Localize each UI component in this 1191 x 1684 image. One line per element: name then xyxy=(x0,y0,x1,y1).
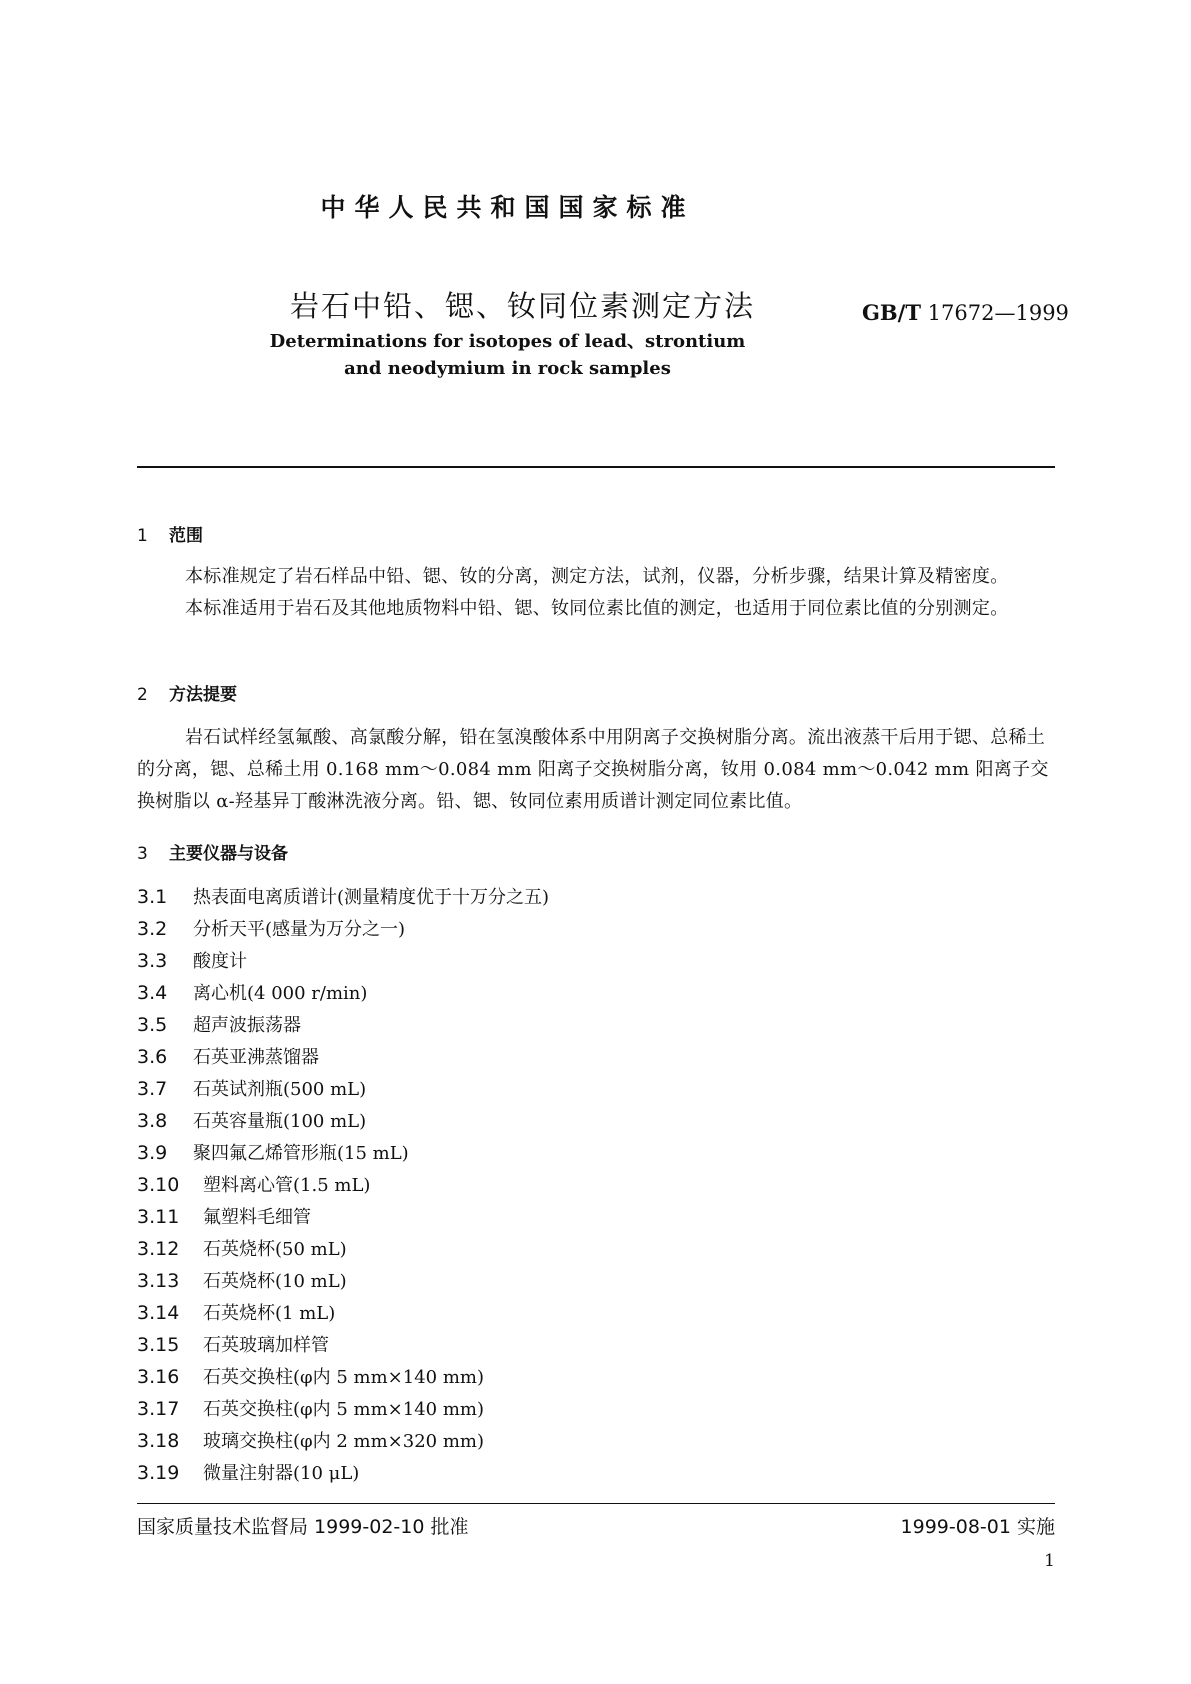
list-item xyxy=(137,1073,1055,1105)
effective-date: 1999-08-01 实施 xyxy=(900,1516,1055,1538)
list-item-text: 玻璃交换柱(φ内 2 mm×320 mm) xyxy=(203,1431,484,1452)
list-item-number: 3.11 xyxy=(137,1206,180,1228)
list-item-text: 塑料离心管(1.5 mL) xyxy=(203,1175,371,1196)
list-item xyxy=(137,1393,1055,1425)
list-item xyxy=(137,1009,1055,1041)
list-item xyxy=(137,881,1055,913)
list-item-number: 3.12 xyxy=(137,1238,180,1260)
standard-code-number: 17672—1999 xyxy=(927,301,1069,325)
standard-code xyxy=(862,300,1069,325)
section-1-paragraph-1 xyxy=(137,561,1055,593)
list-item xyxy=(137,1361,1055,1393)
list-item-text: 石英烧杯(50 mL) xyxy=(203,1239,347,1260)
list-item-number: 3.15 xyxy=(137,1334,180,1356)
list-item-number: 3.9 xyxy=(137,1142,168,1164)
list-item-text: 超声波振荡器 xyxy=(193,1015,301,1036)
list-item-number: 3.2 xyxy=(137,918,168,940)
section-1-heading xyxy=(137,521,203,546)
list-item xyxy=(137,1169,1055,1201)
list-item xyxy=(137,1457,1055,1489)
list-item xyxy=(137,1233,1055,1265)
section-2-p1-text: 岩石试样经氢氟酸、高氯酸分解，铅在氢溴酸体系中用阴离子交换树脂分离。流出液蒸干后用于锶、总稀土的分离，锶、总稀土用 0.168 mm～0.084 mm 阳离子交换树脂分离，钕用 0.084 mm～0.042 mm 阳离子交换树脂以 α-羟基异丁酸淋洗液分离。铅、锶、钕同位素用质谱计测定同位素比值。 xyxy=(137,727,1049,812)
list-item-text: 离心机(4 000 r/min) xyxy=(193,983,368,1004)
list-item xyxy=(137,1329,1055,1361)
list-item-number: 3.10 xyxy=(137,1174,180,1196)
list-item-text: 石英亚沸蒸馏器 xyxy=(193,1047,319,1068)
list-item-text: 分析天平(感量为万分之一) xyxy=(193,919,406,940)
list-item-number: 3.3 xyxy=(137,950,168,972)
approval-date: 国家质量技术监督局 1999-02-10 批准 xyxy=(137,1516,469,1538)
list-item-number: 3.16 xyxy=(137,1366,180,1388)
list-item xyxy=(137,1137,1055,1169)
list-item-number: 3.1 xyxy=(137,886,168,908)
footer-divider xyxy=(137,1503,1055,1504)
list-item-number: 3.5 xyxy=(137,1014,168,1036)
section-3-number: 3 xyxy=(137,844,148,864)
list-item xyxy=(137,1105,1055,1137)
page-number: 1 xyxy=(1044,1551,1055,1571)
section-2-number: 2 xyxy=(137,685,148,705)
equipment-list xyxy=(137,881,1055,1489)
list-item xyxy=(137,913,1055,945)
list-item xyxy=(137,977,1055,1009)
list-item-number: 3.14 xyxy=(137,1302,180,1324)
section-1-p1-text: 本标准规定了岩石样品中铅、锶、钕的分离，测定方法，试剂，仪器，分析步骤，结果计算及精密度。 xyxy=(185,566,1009,587)
section-1-paragraph-2 xyxy=(137,593,1055,625)
list-item-number: 3.13 xyxy=(137,1270,180,1292)
list-item-text: 氟塑料毛细管 xyxy=(203,1207,311,1228)
list-item xyxy=(137,1041,1055,1073)
section-2-title: 方法提要 xyxy=(169,685,237,705)
document-title-en-line2: and neodymium in rock samples xyxy=(344,358,671,379)
list-item-text: 聚四氟乙烯管形瓶(15 mL) xyxy=(193,1143,409,1164)
list-item-number: 3.18 xyxy=(137,1430,180,1452)
list-item-text: 石英交换柱(φ内 5 mm×140 mm) xyxy=(203,1399,484,1420)
header-divider xyxy=(137,466,1055,468)
list-item-text: 石英烧杯(1 mL) xyxy=(203,1303,336,1324)
list-item-number: 3.17 xyxy=(137,1398,180,1420)
list-item-text: 石英烧杯(10 mL) xyxy=(203,1271,347,1292)
section-1-p2-text: 本标准适用于岩石及其他地质物料中铅、锶、钕同位素比值的测定，也适用于同位素比值的分别测定。 xyxy=(185,598,1009,619)
list-item-number: 3.6 xyxy=(137,1046,168,1068)
list-item-number: 3.8 xyxy=(137,1110,168,1132)
list-item-number: 3.4 xyxy=(137,982,168,1004)
list-item xyxy=(137,1265,1055,1297)
list-item xyxy=(137,945,1055,977)
list-item-text: 石英容量瓶(100 mL) xyxy=(193,1111,367,1132)
list-item-text: 微量注射器(10 μL) xyxy=(203,1463,360,1484)
list-item-text: 石英交换柱(φ内 5 mm×140 mm) xyxy=(203,1367,484,1388)
list-item-text: 石英玻璃加样管 xyxy=(203,1335,329,1356)
list-item-number: 3.19 xyxy=(137,1462,180,1484)
list-item-number: 3.7 xyxy=(137,1078,168,1100)
section-3-title: 主要仪器与设备 xyxy=(169,844,288,864)
document-title-en-line1: Determinations for isotopes of lead、strontium xyxy=(269,331,746,352)
list-item xyxy=(137,1297,1055,1329)
list-item xyxy=(137,1425,1055,1457)
section-3-heading xyxy=(137,839,288,864)
document-title-cn: 岩石中铅、锶、钕同位素测定方法 xyxy=(290,289,756,323)
section-2-paragraph-1 xyxy=(137,722,1055,818)
list-item xyxy=(137,1201,1055,1233)
list-item-text: 石英试剂瓶(500 mL) xyxy=(193,1079,367,1100)
list-item-text: 酸度计 xyxy=(193,951,247,972)
national-standard-heading: 中华人民共和国国家标准 xyxy=(320,193,695,222)
list-item-text: 热表面电离质谱计(测量精度优于十万分之五) xyxy=(193,887,550,908)
section-2-heading xyxy=(137,680,237,705)
section-1-number: 1 xyxy=(137,526,148,546)
section-1-title: 范围 xyxy=(169,526,203,546)
standard-code-prefix: GB/T xyxy=(862,300,921,325)
